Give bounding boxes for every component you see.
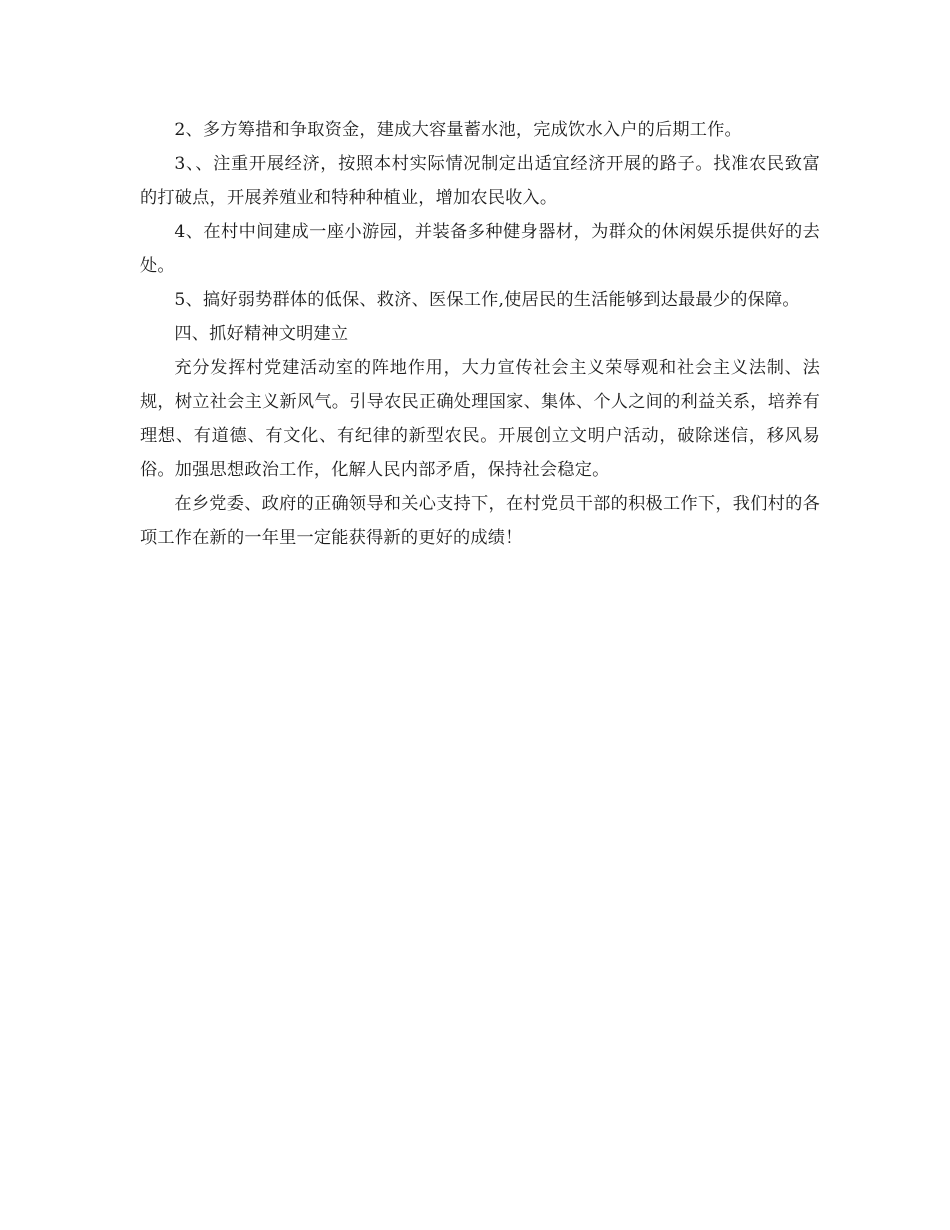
paragraph-item-3: 3、、注重开展经济，按照本村实际情况制定出适宜经济开展的路子。找准农民致富的打破点，开展养殖业和特种种植业，增加农民收入。 (140, 154, 820, 208)
paragraph-conclusion: 在乡党委、政府的正确领导和关心支持下，在村党员干部的积极工作下，我们村的各项工作在新的一年里一定能获得新的更好的成绩！ (140, 494, 820, 548)
document-body (140, 113, 820, 555)
paragraph-item-4: 4、在村中间建成一座小游园，并装备多种健身器材，为群众的休闲娱乐提供好的去处。 (140, 222, 820, 276)
paragraph-item-2: 2、多方筹措和争取资金，建成大容量蓄水池，完成饮水入户的后期工作。 (174, 120, 742, 140)
section-heading: 四、抓好精神文明建立 (174, 324, 349, 344)
paragraph-item-5: 5、搞好弱势群体的低保、救济、医保工作,使居民的生活能够到达最最少的保障。 (174, 290, 800, 310)
paragraph-culture: 充分发挥村党建活动室的阵地作用，大力宣传社会主义荣辱观和社会主义法制、法规，树立社会主义新风气。引导农民正确处理国家、集体、个人之间的利益关系，培养有理想、有道德、有文化、有纪律的新型农民。开展创立文明户活动，破除迷信，移风易俗。加强思想政治工作，化解人民内部矛盾，保持社会稳定。 (140, 358, 820, 480)
